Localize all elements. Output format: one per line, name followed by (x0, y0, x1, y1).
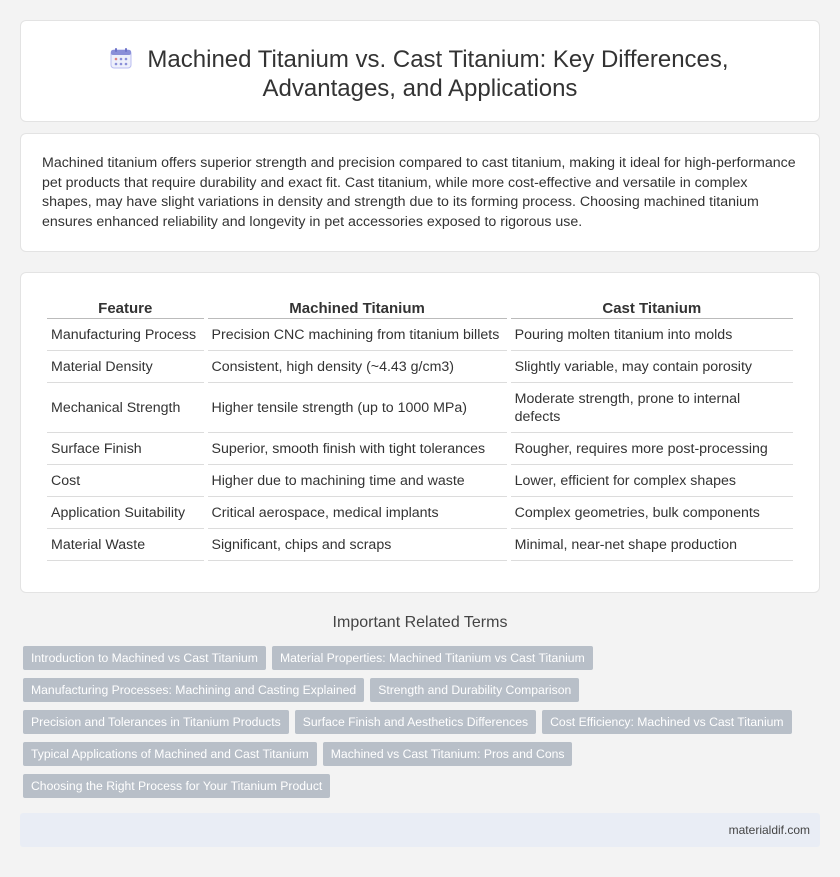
tag-row (23, 710, 813, 734)
table-cell: Higher tensile strength (up to 1000 MPa) (208, 383, 507, 433)
related-term-link[interactable]: Precision and Tolerances in Titanium Products (23, 710, 289, 734)
tag-row (23, 742, 813, 766)
table-cell: Moderate strength, prone to internal defects (511, 383, 793, 433)
table-cell: Complex geometries, bulk components (511, 497, 793, 529)
table-row (47, 383, 793, 433)
header-machined: Machined Titanium (208, 297, 507, 319)
related-term-link[interactable]: Machined vs Cast Titanium: Pros and Cons (323, 742, 573, 766)
related-term-link[interactable]: Manufacturing Processes: Machining and Casting Explained (23, 678, 364, 702)
table-row (47, 433, 793, 465)
related-term-link[interactable]: Introduction to Machined vs Cast Titanium (23, 646, 266, 670)
table-row (47, 529, 793, 561)
page-title (111, 45, 728, 103)
header-feature: Feature (47, 297, 204, 319)
related-term-link[interactable]: Strength and Durability Comparison (370, 678, 579, 702)
table-cell: Cost (47, 465, 204, 497)
table-cell: Surface Finish (47, 433, 204, 465)
title-card (20, 20, 820, 122)
table-row (47, 319, 793, 351)
footer (20, 813, 820, 847)
table-cell: Precision CNC machining from titanium billets (208, 319, 507, 351)
table-cell: Higher due to machining time and waste (208, 465, 507, 497)
table-cell: Significant, chips and scraps (208, 529, 507, 561)
table-cell: Minimal, near-net shape production (511, 529, 793, 561)
page-title-line1: Machined Titanium vs. Cast Titanium: Key Differences, (147, 46, 729, 73)
table-cell: Mechanical Strength (47, 383, 204, 433)
table-cell: Superior, smooth finish with tight tolerances (208, 433, 507, 465)
tag-row (23, 774, 813, 798)
intro-paragraph: Machined titanium offers superior strength and precision compared to cast titanium, making it ideal for high-performance pet products that require durability and exact fit. Cast titanium, while more cost-effective and versatile in complex shapes, may have slight variations in density and strength due to its forming process. Choosing machined titanium ensures enhanced reliability and longevity in pet accessories exposed to rigorous use. (42, 155, 796, 231)
footer-site-link[interactable]: materialdif.com (728, 823, 810, 837)
comparison-table (43, 297, 797, 561)
table-cell: Rougher, requires more post-processing (511, 433, 793, 465)
table-cell: Critical aerospace, medical implants (208, 497, 507, 529)
related-term-link[interactable]: Surface Finish and Aesthetics Differences (295, 710, 536, 734)
related-term-link[interactable]: Choosing the Right Process for Your Titanium Product (23, 774, 330, 798)
table-row (47, 465, 793, 497)
related-terms-list (23, 646, 813, 806)
tag-row (23, 646, 813, 670)
table-cell: Material Waste (47, 529, 204, 561)
related-term-link[interactable]: Material Properties: Machined Titanium vs Cast Titanium (272, 646, 593, 670)
table-cell: Pouring molten titanium into molds (511, 319, 793, 351)
table-cell: Slightly variable, may contain porosity (511, 351, 793, 383)
tag-row (23, 678, 813, 702)
table-cell: Application Suitability (47, 497, 204, 529)
header-cast: Cast Titanium (511, 297, 793, 319)
comparison-table-card (20, 272, 820, 593)
table-cell: Manufacturing Process (47, 319, 204, 351)
table-cell: Material Density (47, 351, 204, 383)
table-cell: Consistent, high density (~4.43 g/cm3) (208, 351, 507, 383)
table-cell: Lower, efficient for complex shapes (511, 465, 793, 497)
table-header-row (47, 297, 793, 319)
related-terms-title: Important Related Terms (332, 614, 508, 631)
table-row (47, 351, 793, 383)
intro-card (20, 133, 820, 252)
page-title-line2: Advantages, and Applications (262, 75, 578, 102)
related-term-link[interactable]: Cost Efficiency: Machined vs Cast Titanium (542, 710, 791, 734)
related-term-link[interactable]: Typical Applications of Machined and Cast Titanium (23, 742, 317, 766)
table-row (47, 497, 793, 529)
